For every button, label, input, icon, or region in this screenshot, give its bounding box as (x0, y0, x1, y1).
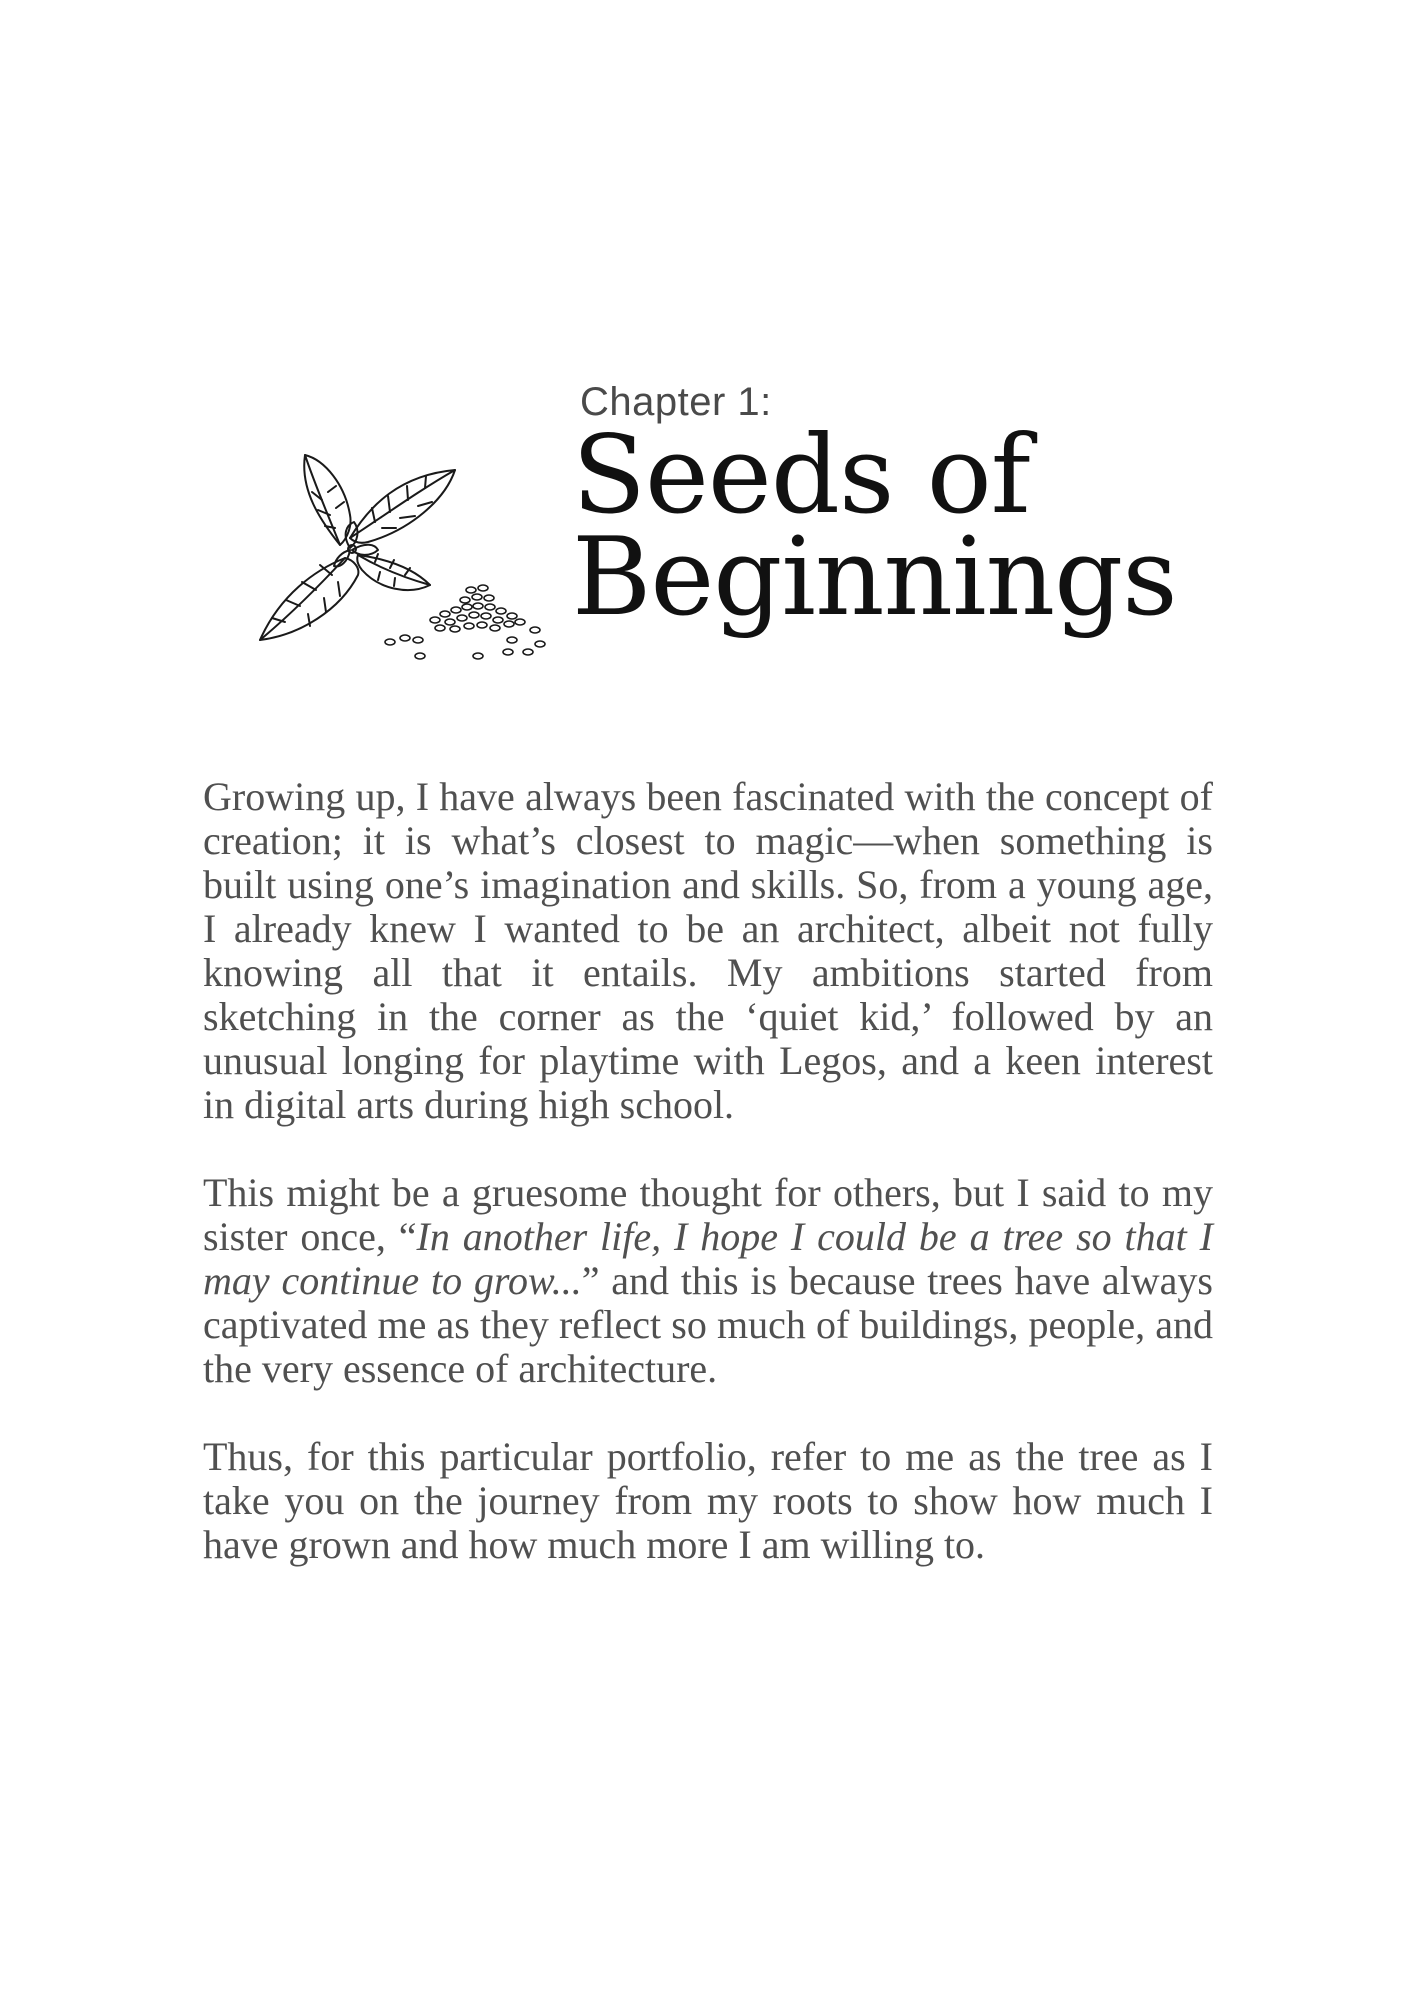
chapter-title-line-2: Beginnings (572, 515, 1177, 640)
paragraph-2-start: This might be a gruesome thought for others, but I said to my sister once, “ (203, 1170, 1213, 1259)
chapter-label: Chapter 1: (580, 380, 772, 424)
paragraph-3: Thus, for this particular portfolio, refer to me as the tree as I take you on the journey from my roots to show how much I have grown and how much more I am willing to. (203, 1434, 1213, 1567)
chapter-title (572, 413, 1177, 640)
chapter-title-line-1: Seeds of (572, 413, 1030, 538)
paragraph-1: Growing up, I have always been fascinated with the concept of creation; it is what’s closest to magic—when something is built using one’s imagination and skills. So, from a young age, I already knew I wanted to be an architect, albeit not fully knowing all that it entails. My ambitions started from sketching in the corner as the ‘quiet kid,’ followed by an unusual longing for playtime with Legos, and a keen interest in digital arts during high school. (203, 774, 1213, 1127)
paragraph-2 (203, 1171, 1213, 1391)
basil-leaves-and-seeds-icon (250, 430, 570, 660)
chapter-body (203, 775, 1213, 1611)
paragraph-2-end: ” and this is because trees have always captivated me as they reflect so much of buildings, people, and the very essence of architecture. (203, 1258, 1213, 1391)
paragraph-2-quote: In another life, I hope I could be a tree so that I may continue to grow... (203, 1214, 1213, 1303)
chapter-header (250, 380, 1210, 680)
